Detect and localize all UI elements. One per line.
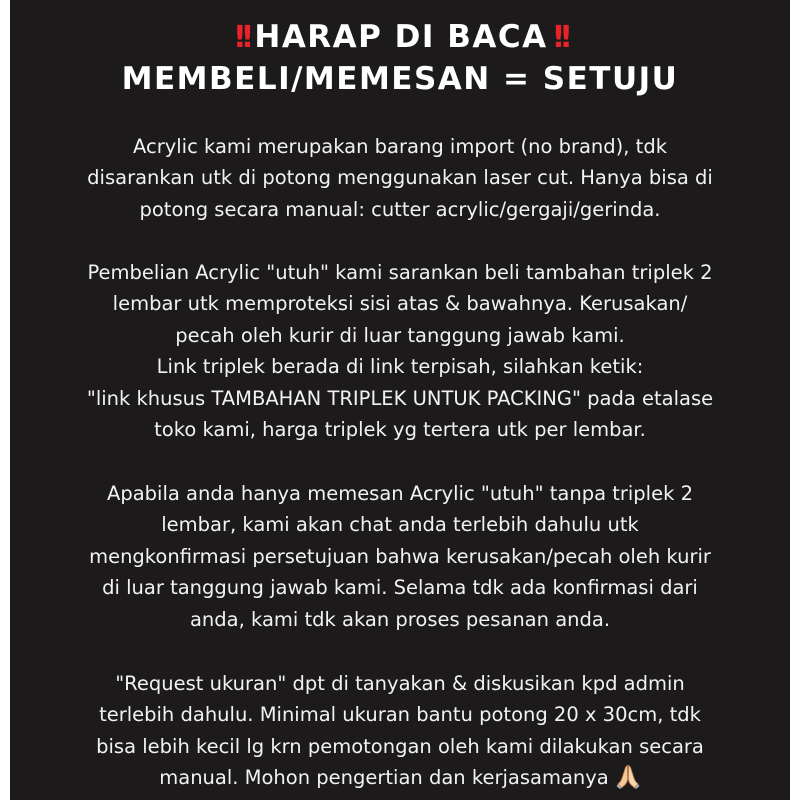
title-line-2: MEMBELI/MEMESAN = SETUJU (121, 61, 679, 97)
title-line-1 (10, 16, 790, 59)
paragraph-3-line-5: anda, kami tdk akan proses pesanan anda. (189, 608, 611, 631)
title-text-1: HARAP DI BACA (254, 19, 548, 55)
paragraph-3-line-2: lembar, kami akan chat anda terlebih dahulu utk (161, 513, 639, 536)
paragraph-1-line-3: potong secara manual: cutter acrylic/gergaji/gerinda. (139, 198, 661, 221)
paragraph-2-line-4: Link triplek berada di link terpisah, silahkan ketik: (156, 355, 644, 378)
paragraph-1-line-1: Acrylic kami merupakan barang import (no brand), tdk (132, 135, 667, 158)
notice-panel (10, 0, 790, 800)
paragraph-1-line-2: disarankan utk di potong menggunakan laser cut. Hanya bisa di (87, 166, 713, 189)
double-exclamation-icon: !! (233, 20, 249, 55)
paragraph-2-line-6: toko kami, harga triplek yg tertera utk per lembar. (154, 418, 646, 441)
paragraph-4-line-4 (10, 762, 790, 793)
paragraph-4-line-1: "Request ukuran" dpt di tanyakan & diskusikan kpd admin (115, 672, 685, 695)
double-exclamation-icon: !! (551, 20, 567, 55)
paragraph-3-line-1: Apabila anda hanya memesan Acrylic "utuh" tanpa triplek 2 (106, 482, 693, 505)
paragraph-4-line-3: bisa lebih kecil lg krn pemotongan oleh kami dilakukan secara (96, 735, 704, 758)
paragraph-3-line-4: di luar tanggung jawab kami. Selama tdk ada konfirmasi dari (102, 576, 698, 599)
paragraph-2-line-3: pecah oleh kurir di luar tanggung jawab kami. (175, 324, 625, 347)
paragraph-2-line-1: Pembelian Acrylic "utuh" kami sarankan beli tambahan triplek 2 (87, 261, 713, 284)
folded-hands-icon (615, 763, 641, 789)
paragraph-4-line-4-text: manual. Mohon pengertian dan kerjasamanya (159, 766, 609, 789)
paragraph-4-line-2: terlebih dahulu. Minimal ukuran bantu potong 20 x 30cm, tdk (99, 703, 701, 726)
paragraph-2-line-5: "link khusus TAMBAHAN TRIPLEK UNTUK PACKING" pada etalase (86, 387, 714, 410)
paragraph-2-line-2: lembar utk memproteksi sisi atas & bawahnya. Kerusakan/ (112, 292, 688, 315)
paragraph-3-line-3: mengkonfirmasi persetujuan bahwa kerusakan/pecah oleh kurir (89, 545, 711, 568)
